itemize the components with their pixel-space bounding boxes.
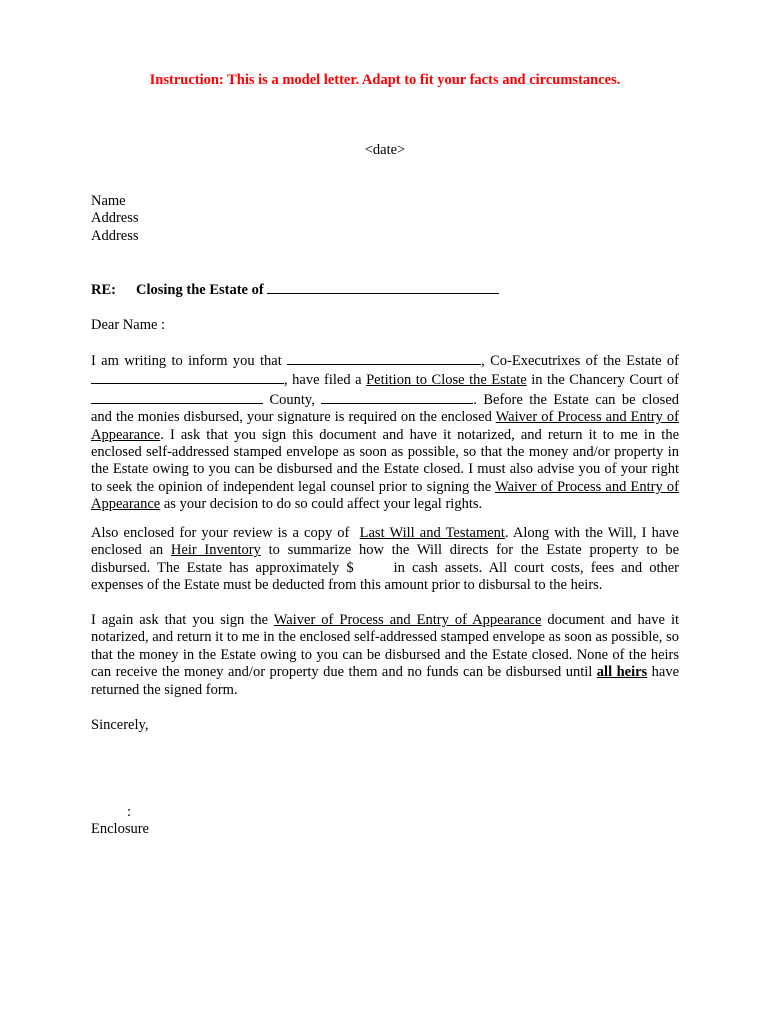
paragraph-2: Also enclosed for your review is a copy of Last Will and Testament. Along with the Will, I have enclosed an Heir Inventory to summarize how the Will directs for the Estate property to be disbursed. The Estate has approximately $ in cash assets. All court costs, fees and other expenses of the Estate must be deducted from this amount prior to disbursal to the heirs. xyxy=(91,525,680,594)
petition-link[interactable]: Petition to Close the Estate xyxy=(366,372,527,389)
subject-text: Closing the Estate of xyxy=(136,282,264,298)
paragraph-3: I again ask that you sign the Waiver of Process and Entry of Appearance document and have it notarized, and return it to me in the enclosed self-addressed stamped envelope as soon as possible, so that the money in the Estate owing to you can be disbursed and the Estate closed. None of the heirs can receive the money and/or property due them and no funds can be disbursed until all heirs have returned the signed form. xyxy=(91,612,680,698)
waiver-link-3[interactable]: Waiver of Process and Entry of Appearance xyxy=(273,612,542,628)
will-link[interactable]: Last Will and Testament xyxy=(359,525,505,541)
closing: Sincerely, xyxy=(91,717,149,733)
court-blank[interactable] xyxy=(321,390,473,404)
subject-label: RE: xyxy=(91,282,116,298)
recipient-address-block xyxy=(91,193,139,245)
estate-name-blank[interactable] xyxy=(267,280,499,294)
county-blank[interactable] xyxy=(91,390,263,404)
enclosure-note: Enclosure xyxy=(91,821,149,837)
waiver-link-1[interactable]: Waiver of Process and Entry of Appearance xyxy=(91,409,679,443)
recipient-address-line-2: Address xyxy=(91,227,139,244)
date-placeholder: <date> xyxy=(364,142,406,158)
executrixes-blank[interactable] xyxy=(287,351,481,365)
heir-inventory-link[interactable]: Heir Inventory xyxy=(170,542,261,559)
all-heirs-emphasis: all heirs xyxy=(596,664,648,681)
initials-placeholder: : xyxy=(127,804,132,820)
salutation: Dear Name : xyxy=(91,317,166,333)
recipient-name: Name xyxy=(91,193,126,209)
paragraph-1: I am writing to inform you that , Co-Executrixes of the Estate of , have filed a Petition to Close the Estate in the Chancery Court of County, . Before the Estate can be closed and the monies disbursed, your signature is required on the enclosed Waiver of Process and Entry of Appearance. I ask that you sign this document and have it notarized, and return it to me in the enclosed self-addressed stamped envelope as soon as possible, so that the money and/or property in the Estate owing to you can be disbursed and the Estate closed. I must also advise you of your right to seek the opinion of independent legal counsel prior to signing the Waiver of Process and Entry of Appearance as your decision to do so could affect your legal rights. xyxy=(91,353,680,513)
instruction-note: Instruction: This is a model letter. Adapt to fit your facts and circumstances. xyxy=(149,72,621,88)
subject-line xyxy=(91,280,499,299)
estate-blank[interactable] xyxy=(91,370,284,384)
recipient-address-line-1: Address xyxy=(91,210,139,227)
waiver-link-2[interactable]: Waiver of Process and Entry of Appearance xyxy=(91,478,679,513)
